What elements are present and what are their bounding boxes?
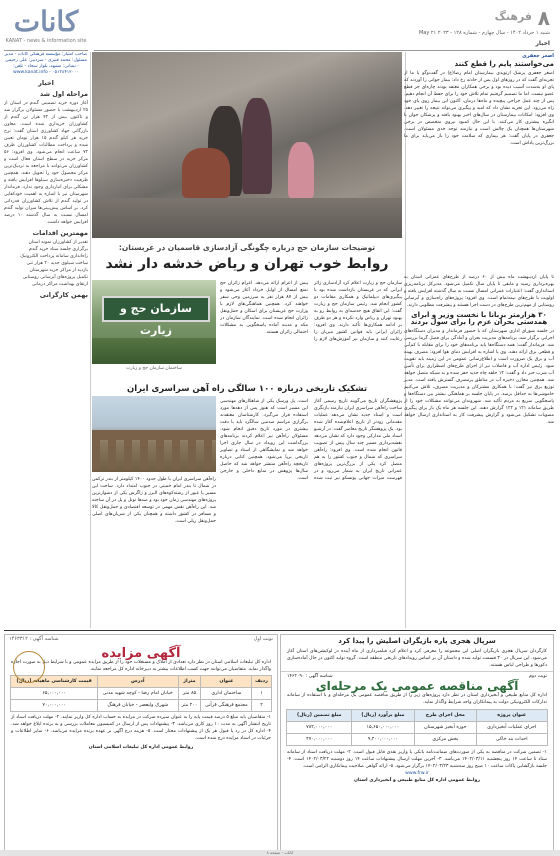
- section-badge: اخبار: [535, 40, 550, 47]
- story-kicker: اصغر جعفری: [522, 53, 554, 59]
- table-header: عنوان: [201, 676, 252, 688]
- photo-caption: ساختمان سازمان حج و زیارت: [126, 366, 182, 371]
- section-name: فرهنگ: [494, 10, 532, 23]
- left-lead-title[interactable]: مراحله اول شد: [39, 90, 88, 98]
- story-body: تا پایان اردیبهشت ماه بیش از ۶۰ درصد از طرح‌های عمرانی استان به بهره‌برداری رسید و مابقی تا پایان سال تکمیل می‌شود. مدیرکل برنامه‌ریزی استانداری گفت: اعتبارات عمرانی امسال نسبت به سال گذشته افزایش یافته و اولویت با طرح‌های نیمه‌تمام است. وی افزود: پروژه‌های راه‌سازی و آبرسانی روستایی از مهم‌ترین طرح‌های در دست اجرا هستند و پیشرفت مطلوبی دارند.: [404, 275, 554, 308]
- left-list-title: مهمترین اقدامات: [32, 229, 88, 237]
- imprint-box: صاحب امتیاز: مؤسسه فرهنگی کانات - مدیر مسئول: محمد قنبری - سردبیر: علی رحیمی - نشانی: مشهد، بلوار سجاد - تلفن: ۰۵۱۳۸۴۱۲۰۰۰ - www.kanat.info: [4, 52, 88, 75]
- newspaper-logo[interactable]: کانات: [13, 5, 79, 38]
- table-cell: ۷۸۲,۰۰۰,۰۰۰: [287, 722, 352, 734]
- table-header: مبلغ برآورد (ریال): [352, 710, 415, 722]
- story-body: کارگردان سریال هجری بازیگران اصلی این مجموعه را معرفی کرد و اعلام کرد فیلمبرداری از ماه آینده در لوکیشن‌های استان آغاز می‌شود. این سریال در ۳۰ قسمت تولید شده و داستان آن بر اساس رویدادهای تاریخی منطقه است. گروه تولید اکنون در حال آماده‌سازی دکورها و طراحی لباس هستند.: [287, 649, 547, 668]
- story-headline[interactable]: تشکیک تاریخی درباره ۱۰۰ سالگی راه آهن سراسری ایران: [126, 384, 368, 394]
- list-item: راه‌اندازی سامانه پرداخت الکترونیک: [20, 254, 88, 259]
- ad-website-link[interactable]: www.frw.ir: [405, 771, 429, 776]
- table-cell: ۷۰,۰۰۰,۰۰۰: [11, 700, 97, 712]
- table-cell: شهرک ولیعصر - خیابان فرهنگ: [97, 700, 178, 712]
- figure-shape: [288, 142, 314, 198]
- table-cell: ۴۷۰,۰۰۰,۰۰۰: [287, 734, 352, 746]
- ad-notice-code: شناسه آگهی : ۱۴۶۲۰۹۰: [287, 674, 333, 679]
- table-cell: ۸۵ متر: [178, 688, 201, 700]
- column-divider: [90, 52, 91, 628]
- ad-intro: اداره کل منابع طبیعی و آبخیزداری استان در نظر دارد پروژه‌های زیر را از طریق مناقصه عمومی یک مرحله‌ای و با استفاده از سامانه تدارکات الکترونیکی دولت به پیمانکاران واجد شرایط واگذار نماید.: [287, 693, 547, 705]
- trees-shape: [92, 338, 216, 364]
- story-kicker: توضیحات سازمان حج درباره چگونگی آزادسازی قاسمیان در عربستان:: [118, 243, 376, 252]
- page-header: [94, 6, 554, 51]
- page-footer: کانات - صفحه ۸: [0, 850, 560, 856]
- ad-terms: ۱- متقاضیان باید مبلغ ۵ درصد قیمت پایه را به عنوان سپرده شرکت در مزایده به حساب اداره کل واریز نمایند. ۲- مهلت دریافت اسناد از تاریخ انتشار آگهی به مدت ۱۰ روز کاری می‌باشد. ۳- پیشنهادات پس از ارسال در کمیسیون معاملات بررسی و به برنده ابلاغ خواهد شد. ۴- اداره کل در رد یا قبول هر یک از پیشنهادات مختار است. ۵- هزینه درج آگهی بر عهده برنده مزایده می‌باشد. ۶- سایر اطلاعات و جزئیات در اسناد مزایده درج شده است.: [11, 715, 271, 741]
- story-headline[interactable]: سرپال هجری پاره بازیگران اصلیش را پیدا کرد: [338, 637, 496, 645]
- table-cell: ساختمان اداری: [201, 688, 252, 700]
- figure-shape: [242, 98, 272, 194]
- auction-ad[interactable]: [4, 634, 278, 854]
- story-body: در جلسه شورای اداری شهرستان که با حضور فرماندار و مدیران دستگاه‌های اجرایی برگزار شد، برنامه‌های مدیریت بحران و آمادگی برای فصل گرما بررسی شد. فرماندار گفت: همه دستگاه‌ها باید برنامه‌های خود را برای مقابله با کم‌آبی و قطعی برق ارائه دهند. وی با اشاره به افزایش دمای هوا افزود: مصرف بهینه آب و برق یک ضرورت است و اطلاع‌رسانی عمومی در این زمینه باید تقویت شود. رئیس اداره آب و فاضلاب نیز از اجرای طرح‌های اضطراری برای تأمین آب شرب خبر داد و گفت: ۱۲ حلقه چاه جدید حفر شده و به شبکه متصل خواهد شد. همچنین مخازن ذخیره آب در مناطق پرمصرف گسترش یافته است. مدیر توزیع برق نیز گفت: با همکاری مشترکان و مدیریت مصرف، تلاش می‌کنیم خاموشی‌ها به حداقل برسد. در پایان جلسه بر هماهنگی بیشتر بین دستگاه‌ها و پاسخگویی سریع به مردم تأکید شد. شهروندان می‌توانند مشکلات خود را از طریق سامانه ۱۲۱ و ۱۲۲ گزارش دهند. این جلسه هر ماه یک بار برای پیگیری مصوبات تشکیل می‌شود و گزارش پیشرفت کار به استانداری ارسال خواهد شد.: [404, 329, 554, 425]
- table-cell: ۶۵,۰۰۰,۰۰۰: [11, 688, 97, 700]
- table-cell: مجتمع فرهنگی قرآنی: [201, 700, 252, 712]
- table-cell: ۹,۴۰۰,۰۰۰,۰۰۰: [352, 734, 415, 746]
- table-cell: ۲۰۰ متر: [178, 700, 201, 712]
- left-column: [4, 52, 88, 628]
- bridge-shape: [92, 430, 216, 470]
- rubble-ground: [92, 198, 402, 238]
- list-item: برگزاری جلسه ستاد خرید گندم: [29, 247, 88, 252]
- figure-shape: [182, 148, 230, 198]
- table-header: متراژ: [178, 676, 201, 688]
- table-cell: حوزه آبخیز شهرستان: [414, 722, 476, 734]
- ad-round: نوبت اول: [253, 636, 273, 642]
- table-cell: بخش مرکزی: [414, 734, 476, 746]
- ad-notice-code: شناسه آگهی : ۱۴۶۳۳۱۲: [9, 636, 59, 642]
- left-footer-note: بهمن کارگرانی: [39, 291, 88, 299]
- table-header: ردیف: [252, 676, 271, 688]
- table-row: [287, 734, 547, 746]
- tender-ad[interactable]: [280, 634, 554, 854]
- logo-subtitle: KANAT - news & information site: [5, 38, 87, 44]
- list-item: تکمیل پروژه‌های آبرسانی روستایی: [22, 275, 88, 280]
- auction-table: [10, 675, 271, 712]
- list-item: ساخت سیلوی جدید ۲۰ هزار تنی: [26, 261, 88, 266]
- table-header: آدرس: [97, 676, 178, 688]
- section-divider: [4, 630, 556, 631]
- right-top-story: [404, 52, 554, 270]
- left-lead-body: آغاز دوره خرید تضمینی گندم در استان از ۲۵ اردیبهشت با حضور مسئولان برگزار شد و تاکنون بیش از ۴۲ هزار تن گندم از کشاورزان خریداری شده است. معاون بازرگانی جهاد کشاورزی استان گفت: نرخ خرید هر کیلو گندم ۱۵ هزار تومان تعیین شده و پرداخت مطالبات کشاورزان ظرف ۷۲ ساعت انجام می‌شود. وی افزود: ۵۶ مرکز خرید در سطح استان فعال است و کشاورزان می‌توانند با مراجعه به نزدیک‌ترین مرکز محصول خود را تحویل دهند. همچنین ظرفیت ذخیره‌سازی سیلوها افزایش یافته و مشکلی برای انبارداری وجود ندارد. فرماندار شهرستان نیز با اشاره به اهمیت خودکفایی در تولید گندم از تلاش کشاورزان قدردانی کرد. بر اساس پیش‌بینی‌ها میزان تولید گندم امسال نسبت به سال گذشته ۱۰ درصد افزایش خواهد داشت.: [4, 101, 88, 225]
- hajj-organization-photo[interactable]: [92, 280, 216, 364]
- table-cell: ۲: [252, 700, 271, 712]
- table-cell: ۱: [252, 688, 271, 700]
- table-header: محل اجرای طرح: [414, 710, 476, 722]
- table-header-row: [287, 710, 547, 722]
- table-cell: ۱۵,۶۵۰,۰۰۰,۰۰۰: [352, 722, 415, 734]
- story-body: اصغر جعفری پزشک ارتوپدی بیمارستان امام رضا(ع) در گفت‌وگو با ما از تجربه‌ای گفت که در روزهای اول پس از حادثه رخ داد: بیمار جوانی را آوردند که پای او به‌شدت آسیب دیده بود و برخی همکاران معتقد بودند چاره‌ای جز قطع عضو نیست. اما ما تصمیم گرفتیم تمام تلاش خود را برای حفظ آن انجام دهیم. پس از چند عمل جراحی پیچیده و ماه‌ها درمان، اکنون این بیمار روی پای خود راه می‌رود. این تجربه نشان داد که امید و پیگیری می‌تواند نتیجه را تغییر دهد. وی افزود: امکانات بیمارستان در سال‌های اخیر بهبود یافته و پزشکان جوان با انگیزه بیشتری کار می‌کنند. با این حال کمبود نیروی متخصص در برخی شهرستان‌ها همچنان یک چالش است و نیازمند توجه جدی مسئولان است. جعفری در پایان گفت: هر بیماری که سلامت خود را باز می‌یابد برای ما بزرگ‌ترین پاداش است.: [404, 71, 554, 146]
- dateline: شنبه ۱ خرداد ۱۴۰۲ - سال چهارم - شماره ۱۲۸ - ۲۰۲۳ May ۲۱: [418, 30, 550, 36]
- story-headline[interactable]: ۳۰ هزارمتر بربانا با نخست وزیر و ابرای همدستی بحران عزم را برای سول بردند: [410, 311, 548, 326]
- table-header: مبلغ تضمین (ریال): [287, 710, 352, 722]
- table-row: [11, 688, 271, 700]
- ad-round: نوبت دوم: [528, 674, 547, 679]
- ad-intro: اداره کل تبلیغات اسلامی استان در نظر دارد تعدادی از املاک و مستغلات خود را از طریق مزایده عمومی و با شرایط ذیل به صورت اجاره واگذار نماید. متقاضیان می‌توانند جهت کسب اطلاعات بیشتر به دبیرخانه اداره کل مراجعه نمایند.: [11, 660, 271, 672]
- ad-footer: روابط عمومی اداره کل تبلیغات اسلامی استان: [88, 745, 194, 750]
- right-middle-story: [404, 274, 554, 630]
- story-headline[interactable]: روابط خوب تهران و ریاض خدشه دار نشد: [105, 256, 389, 272]
- left-column-badge: اخبار: [38, 79, 54, 87]
- story-body: سازمان حج و زیارت اعلام کرد آزادسازی زائر ایرانی که در عربستان بازداشت شده بود با پیگیری‌های دیپلماتیک و همکاری مقامات دو کشور انجام شد. رئیس سازمان حج و زیارت گفت: این اتفاق هیچ خدشه‌ای به روابط رو به بهبود تهران و ریاض وارد نکرده و هر دو طرف بر ادامه همکاری‌ها تأکید دارند. وی افزود: زائران ایرانی باید قوانین کشور میزبان را رعایت کنند و سازمان نیز آموزش‌های لازم را پیش از اعزام ارائه می‌دهد. اعزام زائران حج تمتع امسال از اوایل خرداد آغاز می‌شود و بیش از ۸۷ هزار نفر به سرزمین وحی سفر خواهند کرد. همچنین هماهنگی‌های لازم با وزارت حج عربستان برای اسکان و حمل‌ونقل زائران انجام شده است. نمایندگان سازمان در مکه و مدینه آماده پاسخگویی به مشکلات احتمالی زائران هستند.: [220, 281, 402, 342]
- table-header-row: [11, 676, 271, 688]
- ad-meta: [5, 635, 277, 644]
- ad-footer: روابط عمومی اداره کل منابع طبیعی و آبخیزداری استان: [354, 778, 480, 783]
- table-header: عنوان پروژه: [476, 710, 547, 722]
- story-body: راه‌آهن سراسری ایران با طول حدود ۱۴۰۰ کیلومتر از بندر ترکمن در شمال تا بندر امام خمینی در جنوب امتداد دارد. ساخت این مسیر با عبور از رشته‌کوه‌های البرز و زاگرس یکی از دشوارترین پروژه‌های مهندسی زمان خود بود و صدها تونل و پل در آن ساخته شد. این راه‌آهن نقش مهمی در توسعه اقتصادی و حمل‌ونقل کالا و مسافر در کشور داشته و همچنان یکی از شریان‌های اصلی حمل‌ونقل ریلی است.: [92, 477, 216, 524]
- story-body: پژوهشگران تاریخ می‌گویند تاریخ رسمی آغاز ساخت راه‌آهن سراسری ایران نیازمند بازنگری است و اسناد جدید نشان می‌دهد عملیات مقدماتی زودتر از تاریخ اعلام‌شده آغاز شده بود. یک پژوهشگر تاریخ معاصر گفت: در آرشیو اسناد ملی مدارکی وجود دارد که نشان می‌دهد نقشه‌برداری مسیر چند سال پیش از تصویب قانون انجام شده است. وی افزود: راه‌آهن سراسری که شمال و جنوب کشور را به هم متصل کرد یکی از بزرگ‌ترین پروژه‌های عمرانی تاریخ ایران به شمار می‌رود و در فهرست میراث جهانی یونسکو نیز ثبت شده است. پل ورسک یکی از شاهکارهای مهندسی این مسیر است که هنوز پس از دهه‌ها مورد استفاده قرار می‌گیرد. کارشناسان معتقدند برگزاری مراسم صدمین سالگرد باید با دقت بیشتری در مورد تاریخ دقیق انجام شود. مسئولان راه‌آهن نیز اعلام کردند برنامه‌های بزرگداشت این رویداد در سال جاری اجرا خواهد شد و نمایشگاهی از اسناد و تصاویر تاریخی برپا می‌شود. همچنین کتابی درباره تاریخچه راه‌آهن منتشر خواهد شد که حاصل سال‌ها پژوهش در منابع داخلی و خارجی است.: [220, 399, 402, 481]
- table-cell: خیابان امام رضا - کوچه شهید مدنی: [97, 688, 178, 700]
- list-item: تقدیر از کشاورزان نمونه استان: [28, 240, 88, 245]
- railway-bridge-photo[interactable]: [92, 396, 216, 472]
- ad-terms: ۱- تضمین شرکت در مناقصه به یکی از صورت‌های ضمانت‌نامه بانکی یا واریز نقدی قابل قبول است. ۲- مهلت دریافت اسناد از سامانه ستاد تا ساعت ۱۴ روز پنجشنبه ۱۴۰۲/۰۳/۱۱ می‌باشد. ۳- آخرین مهلت ارسال پیشنهادات ساعت ۱۴ روز دوشنبه ۱۴۰۲/۰۳/۲۲ است. ۴- جلسه بازگشایی پاکات ساعت ۱۰ صبح روز سه‌شنبه ۱۴۰۲/۰۳/۲۳ برگزار می‌شود. ۵- ارائه گواهی صلاحیت پیمانکاری الزامی است.: [287, 750, 547, 769]
- story-title[interactable]: می‌خواستند پایم را قطع کنند: [454, 60, 554, 68]
- table-header: قیمت کارشناسی ماهیانه (ریال): [11, 676, 97, 688]
- list-item: ارتقای بهداشت مراکز درمانی: [31, 282, 88, 287]
- table-cell: احداث بند خاکی: [476, 734, 547, 746]
- ad-title: آگهی مزایده: [101, 646, 181, 661]
- org-emblem-icon: [13, 651, 45, 683]
- rubble-family-photo[interactable]: [92, 52, 402, 238]
- building-sign: سازمان حج و زیارت: [102, 296, 210, 322]
- table-cell: اجرای عملیات آبخیزداری: [476, 722, 547, 734]
- page-number: ۸: [537, 6, 550, 30]
- tender-table: [286, 709, 547, 746]
- ad-title: آگهی مناقصه عمومی یک مرحله‌ای: [315, 679, 519, 693]
- list-item: بازدید از مراکز خرید شهرستان: [29, 268, 88, 273]
- table-row: [11, 700, 271, 712]
- table-row: [287, 722, 547, 734]
- masthead: [4, 6, 88, 51]
